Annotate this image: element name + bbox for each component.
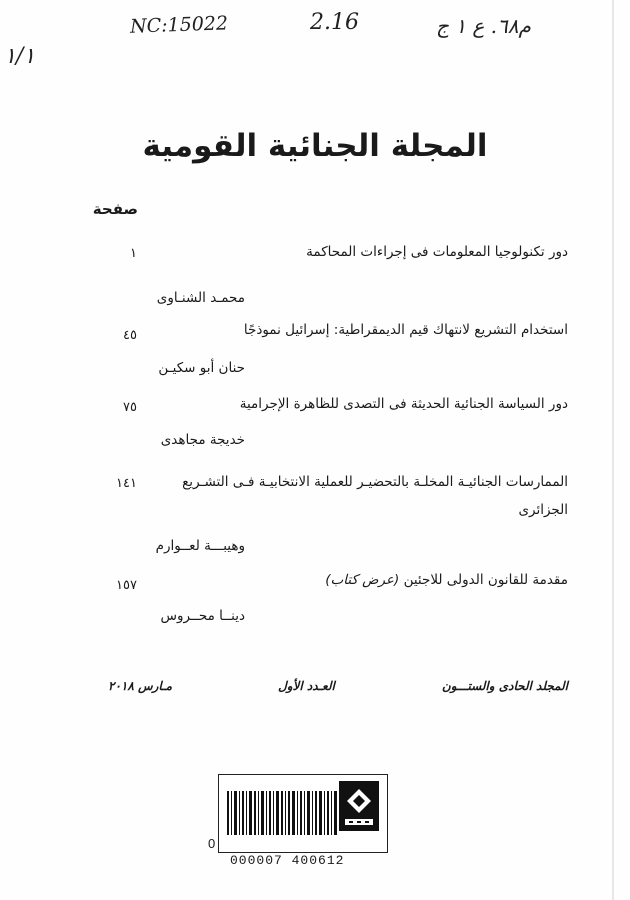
toc-title-5-text: مقدمة للقانون الدولى للاجئين: [403, 572, 568, 588]
toc-author-2: حنان أبو سكيـن: [158, 360, 245, 376]
handwritten-folio: ١/١: [4, 44, 36, 69]
toc-title-5: [138, 568, 568, 593]
toc-title-2: استخدام التشريع لانتهاك قيم الديمقراطية: إسرائيل نموذجًا: [243, 322, 568, 338]
toc-page-2: ٤٥: [123, 328, 137, 343]
footer-date: مـارس ٢٠١٨: [108, 679, 173, 693]
toc-author-3: خديجة مجاهدى: [160, 432, 245, 448]
publisher-logo-icon: [339, 781, 379, 831]
handwritten-shelf-mark: م٦٨. ع ١ ج: [436, 14, 531, 38]
barcode-bars: [227, 791, 339, 835]
toc-title-3: دور السياسة الجنائية الحديثة فى التصدى للظاهرة الإجرامية: [239, 396, 568, 412]
barcode-prefix: 0: [208, 836, 216, 851]
toc-author-4: وهيبـــة لعــوارم: [155, 538, 245, 554]
toc-author-5: دينــا محــروس: [160, 608, 245, 624]
toc-page-4: ١٤١: [116, 476, 137, 491]
handwritten-accession: NC:15022: [129, 12, 229, 38]
toc-page-5: ١٥٧: [116, 578, 137, 593]
footer-volume: المجلد الحادى والستـــون: [441, 679, 568, 693]
toc-title-1: دور تكنولوجيا المعلومات فى إجراءات المحاكمة: [306, 244, 568, 260]
toc-title-4: الممارسات الجنائيـة المخلـة بالتحضيـر للعملية الانتخابيـة فـى التشـريع الجزائرى: [182, 474, 568, 518]
toc-page-1: ١: [130, 246, 137, 261]
journal-title: المجلة الجنائية القومية: [142, 128, 488, 164]
barcode-label: [218, 774, 388, 853]
footer-issue: العـدد الأول: [278, 679, 335, 693]
toc-page-3: ٧٥: [123, 400, 137, 415]
barcode-number: 000007 400612: [230, 853, 345, 868]
toc-title-5-note: (عرض كتاب): [325, 572, 400, 588]
handwritten-date: 2.16: [310, 10, 359, 35]
page-column-heading: صفحة: [92, 200, 138, 218]
toc-author-1: محمـد الشنـاوى: [156, 290, 245, 306]
